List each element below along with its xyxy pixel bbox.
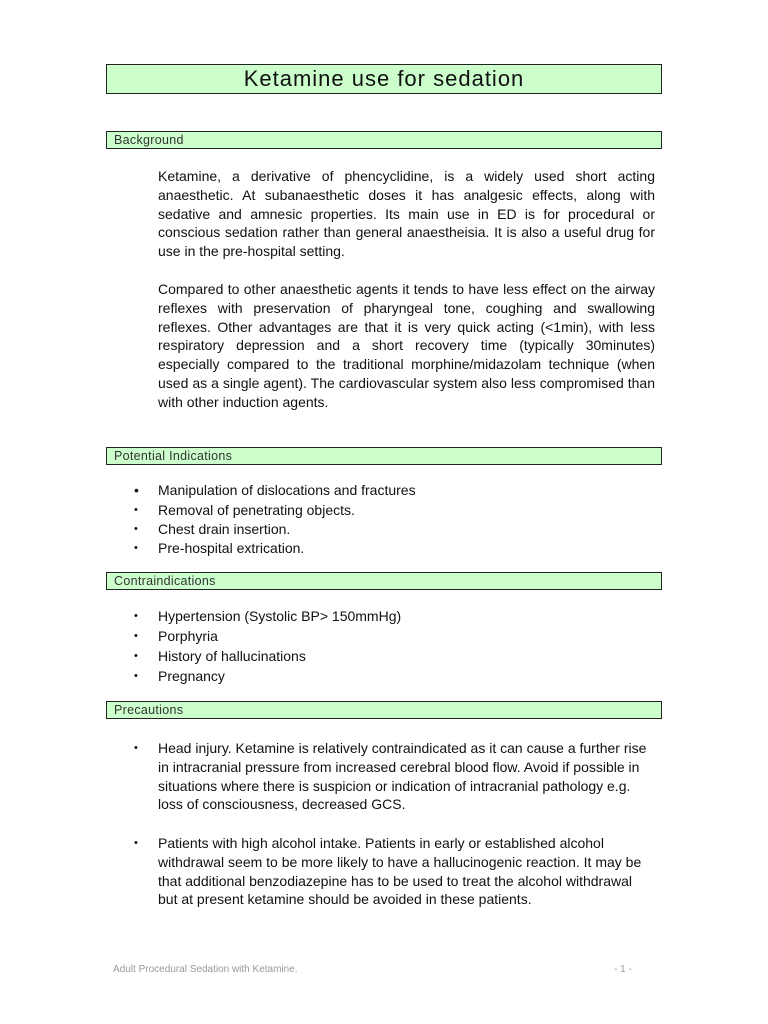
list-item: • Chest drain insertion. xyxy=(134,521,291,537)
list-item: • Pregnancy xyxy=(134,668,225,684)
document-title-text: Ketamine use for sedation xyxy=(243,66,525,91)
bullet-icon: • xyxy=(134,504,138,516)
bullet-icon: • xyxy=(134,610,138,622)
precaution-item-head-injury: Head injury. Ketamine is relatively contraindicated as it can cause a further rise in intracranial pressure from increased cerebral blood flow. Avoid if possible in situations where there is suspicion or indication of intracranial pathology e.g. loss of consciousness, decreased GCS. xyxy=(158,740,647,813)
section-heading-precautions-text: Precautions xyxy=(114,703,184,717)
section-heading-background-text: Background xyxy=(114,133,184,147)
list-item: • Removal of penetrating objects. xyxy=(134,502,355,518)
list-item: • Porphyria xyxy=(134,628,218,644)
document-title xyxy=(106,64,662,94)
section-heading-indications xyxy=(106,447,662,465)
bullet-icon: • xyxy=(134,742,138,754)
section-heading-background xyxy=(106,131,662,149)
background-paragraph-1: Ketamine, a derivative of phencyclidine, is a widely used short acting anaesthetic. At subanaesthetic doses it has analgesic effects, along with sedative and amnesic properties. Its main use in ED is for procedural or conscious sedation rather than general anaestheisia. It is also a useful drug for use in the pre-hospital setting. xyxy=(158,168,655,260)
footer-page-number: - 1 - xyxy=(614,964,632,975)
section-heading-contraindications xyxy=(106,572,662,590)
indications-list xyxy=(0,480,660,558)
list-item: • Manipulation of dislocations and fractures xyxy=(134,482,416,498)
precaution-item-alcohol: Patients with high alcohol intake. Patients in early or established alcohol withdrawal seem to be more likely to have a hallucinogenic reaction. It may be that additional benzodiazepine has to be used to treat the alcohol withdrawal but at present ketamine should be avoided in these patients. xyxy=(158,835,642,908)
list-item: • Hypertension (Systolic BP> 150mmHg) xyxy=(134,608,402,624)
background-paragraph-2: Compared to other anaesthetic agents it tends to have less effect on the airway reflexes with preservation of pharyngeal tone, coughing and swallowing reflexes. Other advantages are that it is very quick acting (<1min), with less respiratory depression and a short recovery time (typically 30minutes) especially compared to the traditional morphine/midazolam technique (when used as a single agent). The cardiovascular system also less compromised than with other induction agents. xyxy=(158,281,655,410)
bullet-icon: • xyxy=(134,630,138,642)
section-heading-precautions xyxy=(106,701,662,719)
list-item: • Pre-hospital extrication. xyxy=(134,540,305,556)
contraindications-list xyxy=(0,606,660,686)
list-item: • History of hallucinations xyxy=(134,648,306,664)
bullet-icon: • xyxy=(134,670,138,682)
bullet-icon: • xyxy=(134,482,139,498)
bullet-icon: • xyxy=(134,523,138,535)
bullet-icon: • xyxy=(134,650,138,662)
section-heading-indications-text: Potential Indications xyxy=(114,449,233,463)
footer-document-name: Adult Procedural Sedation with Ketamine. xyxy=(113,964,298,975)
section-heading-contraindications-text: Contraindications xyxy=(114,574,216,588)
bullet-icon: • xyxy=(134,542,138,554)
bullet-icon: • xyxy=(134,837,138,849)
